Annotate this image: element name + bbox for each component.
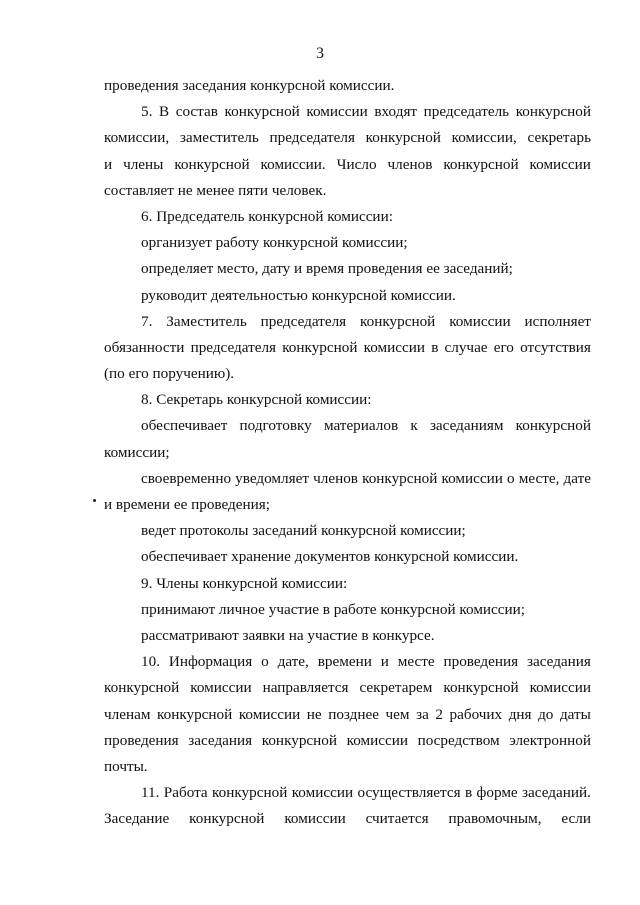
text-line: 11. Работа конкурсной комиссии осуществляется в форме заседаний. bbox=[141, 784, 591, 802]
paragraph-item-10 bbox=[104, 649, 591, 780]
page-number: 3 bbox=[316, 45, 324, 62]
paragraph-item-9-b bbox=[104, 623, 591, 649]
paragraph-item-6-a bbox=[104, 230, 591, 256]
paragraph-item-8-a bbox=[104, 413, 591, 465]
paragraph-item-7 bbox=[104, 309, 591, 388]
text-line: комиссии, заместитель председателя конкурсной комиссии, секретарь bbox=[104, 129, 591, 147]
paragraph-item-8-c bbox=[104, 518, 591, 544]
paragraph-item-9-a bbox=[104, 597, 591, 623]
margin-dot bbox=[93, 499, 96, 502]
paragraph-item-6 bbox=[104, 204, 591, 230]
text-line: и времени ее проведения; bbox=[104, 496, 270, 513]
text-line: своевременно уведомляет членов конкурсной комиссии о месте, дате bbox=[141, 469, 591, 487]
paragraph-item-6-b bbox=[104, 256, 591, 282]
text-line: принимают личное участие в работе конкурсной комиссии; bbox=[141, 600, 526, 618]
text-line: проведения заседания конкурсной комиссии. bbox=[104, 77, 395, 94]
paragraph-item-6-c bbox=[104, 283, 591, 309]
text-line: 5. В состав конкурсной комиссии входят председатель конкурсной bbox=[141, 103, 591, 121]
text-line: определяет место, дату и время проведения ее заседаний; bbox=[141, 260, 513, 278]
text-line: составляет не менее пяти человек. bbox=[104, 181, 327, 199]
text-line: (по его поручению). bbox=[104, 365, 235, 383]
paragraph-item-5 bbox=[104, 99, 591, 204]
text-line: 7. Заместитель председателя конкурсной комиссии исполняет bbox=[141, 312, 591, 330]
text-line: почты. bbox=[104, 757, 148, 775]
text-line: ведет протоколы заседаний конкурсной комиссии; bbox=[141, 522, 466, 540]
text-line: организует работу конкурсной комиссии; bbox=[141, 234, 408, 252]
paragraph-item-8 bbox=[104, 387, 591, 413]
text-line: и члены конкурсной комиссии. Число членов конкурсной комиссии bbox=[104, 155, 591, 173]
text-line: проведения заседания конкурсной комиссии посредством электронной bbox=[104, 731, 591, 749]
text-line: конкурсной комиссии направляется секретарем конкурсной комиссии bbox=[104, 679, 591, 697]
text-line: 6. Председатель конкурсной комиссии: bbox=[141, 207, 393, 225]
text-line: обязанности председателя конкурсной комиссии в случае его отсутствия bbox=[104, 338, 591, 356]
text-line: 10. Информация о дате, времени и месте проведения заседания bbox=[141, 653, 591, 671]
text-line: Заседание конкурсной комиссии считается правомочным, если bbox=[104, 810, 591, 828]
paragraph-continuation bbox=[104, 73, 591, 99]
text-line: 9. Члены конкурсной комиссии: bbox=[141, 574, 348, 592]
paragraph-item-9 bbox=[104, 571, 591, 597]
text-line: комиссии; bbox=[104, 443, 170, 461]
paragraph-item-8-b bbox=[104, 466, 591, 518]
text-line: руководит деятельностью конкурсной комиссии. bbox=[141, 286, 456, 304]
text-line: обеспечивает подготовку материалов к заседаниям конкурсной bbox=[141, 417, 591, 435]
text-line: членам конкурсной комиссии не позднее чем за 2 рабочих дня до даты bbox=[104, 705, 591, 723]
document-body bbox=[104, 73, 591, 832]
text-line: рассматривают заявки на участие в конкурсе. bbox=[141, 626, 435, 644]
text-line: 8. Секретарь конкурсной комиссии: bbox=[141, 391, 372, 409]
text-line: обеспечивает хранение документов конкурсной комиссии. bbox=[141, 548, 519, 566]
paragraph-item-8-d bbox=[104, 544, 591, 570]
paragraph-item-11 bbox=[104, 780, 591, 832]
